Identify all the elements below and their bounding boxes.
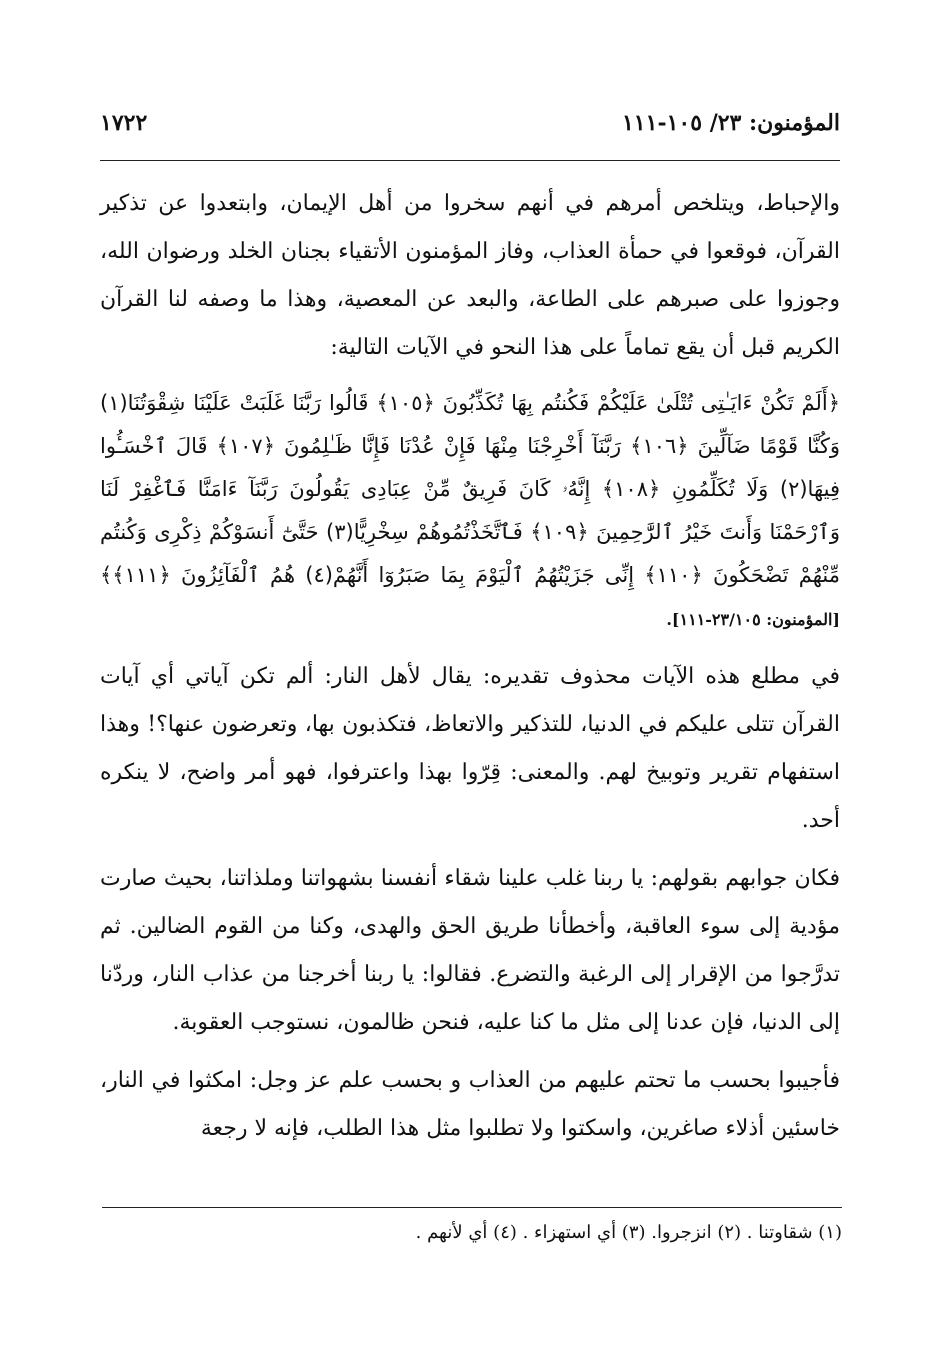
footnote-divider [102, 1207, 842, 1208]
paragraph-explanation: في مطلع هذه الآيات محذوف تقديره: يقال لأهل النار: ألم تكن آياتي أي آيات القرآن تتلى عليكم في الدنيا، للتذكير والاتعاظ، فتكذبون بها، وتعرضون عنها؟! وهذا استفهام تقرير وتوبيخ لهم. والمعنى: قِرّوا بهذا واعترفوا، فهو أمر واضح، لا ينكره أحد. [100, 664, 840, 833]
body-text [100, 180, 840, 1163]
quran-verse-text: ﴿أَلَمْ تَكُنْ ءَايَـٰتِى تُتْلَىٰ عَلَيْكُمْ فَكُنتُم بِهَا تُكَذِّبُونَ ﴿١٠٥﴾ قَالُوا رَبَّنَا غَلَبَتْ عَلَيْنَا شِقْوَتُنَا(١) وَكُنَّا قَوْمًا ضَآلِّينَ ﴿١٠٦﴾ رَبَّنَآ أَخْرِجْنَا مِنْهَا فَإِنْ عُدْنَا فَإِنَّا ظَـٰلِمُونَ ﴿١٠٧﴾ قَالَ ٱخْسَـُٔوا فِيهَا(٢) وَلَا تُكَلِّمُونِ ﴿١٠٨﴾ إِنَّهُۥ كَانَ فَرِيقٌ مِّنْ عِبَادِى يَقُولُونَ رَبَّنَآ ءَامَنَّا فَٱغْفِرْ لَنَا وَٱرْحَمْنَا وَأَنتَ خَيْرُ ٱلرَّٰحِمِينَ ﴿١٠٩﴾ فَٱتَّخَذْتُمُوهُمْ سِخْرِيًّا(٣) حَتَّىٰٓ أَنسَوْكُمْ ذِكْرِى وَكُنتُم مِّنْهُمْ تَضْحَكُونَ ﴿١١٠﴾ إِنِّى جَزَيْتُهُمُ ٱلْيَوْمَ بِمَا صَبَرُوٓا أَنَّهُمْ(٤) هُمُ ٱلْفَآئِزُونَ ﴿١١١﴾﴾ [100, 391, 841, 587]
paragraph-reply: فكان جوابهم بقولهم: يا ربنا غلب علينا شقاء أنفسنا بشهواتنا وملذاتنا، بحيث صارت مؤدية إلى سوء العاقبة، وأخطأنا طريق الحق والهدى، وكنا من القوم الضالين. ثم تدرَّجوا من الإقرار إلى الرغبة والتضرع. فقالوا: يا ربنا أخرجنا من عذاب النار، وردّنا إلى الدنيا، فإن عدنا إلى مثل ما كنا عليه، فنحن ظالمون، نستوجب العقوبة. [100, 866, 840, 1035]
running-title: المؤمنون: ٢٣/ ١٠٥-١١١ [621, 110, 840, 136]
quran-verse-block [100, 382, 840, 641]
footnotes: (١) شقاوتنا . (٢) انزجروا. (٣) أي استهزاء . (٤) أي لأنهم . [415, 1222, 842, 1243]
paragraph-intro: والإحباط، ويتلخص أمرهم في أنهم سخروا من أهل الإيمان، وابتعدوا عن تذكير القرآن، فوقعوا في حمأة العذاب، وفاز المؤمنون الأتقياء بجنان الخلد ورضوان الله، وجوزوا على صبرهم على الطاعة، والبعد عن المعصية، وهذا ما وصفه لنا القرآن الكريم قبل أن يقع تماماً على هذا النحو في الآيات التالية: [100, 191, 840, 360]
page-number: ١٧٢٢ [100, 110, 148, 136]
verse-reference: [المؤمنون: ٢٣/١٠٥-١١١]. [666, 610, 840, 629]
paragraph-answer: فأجيبوا بحسب ما تحتم عليهم من العذاب و بحسب علم عز وجل: امكثوا في النار، خاسئين أذلاء صاغرين، واسكتوا ولا تطلبوا مثل هذا الطلب، فإنه لا رجعة [100, 1068, 840, 1141]
page-header [100, 110, 840, 150]
header-divider [100, 160, 840, 161]
